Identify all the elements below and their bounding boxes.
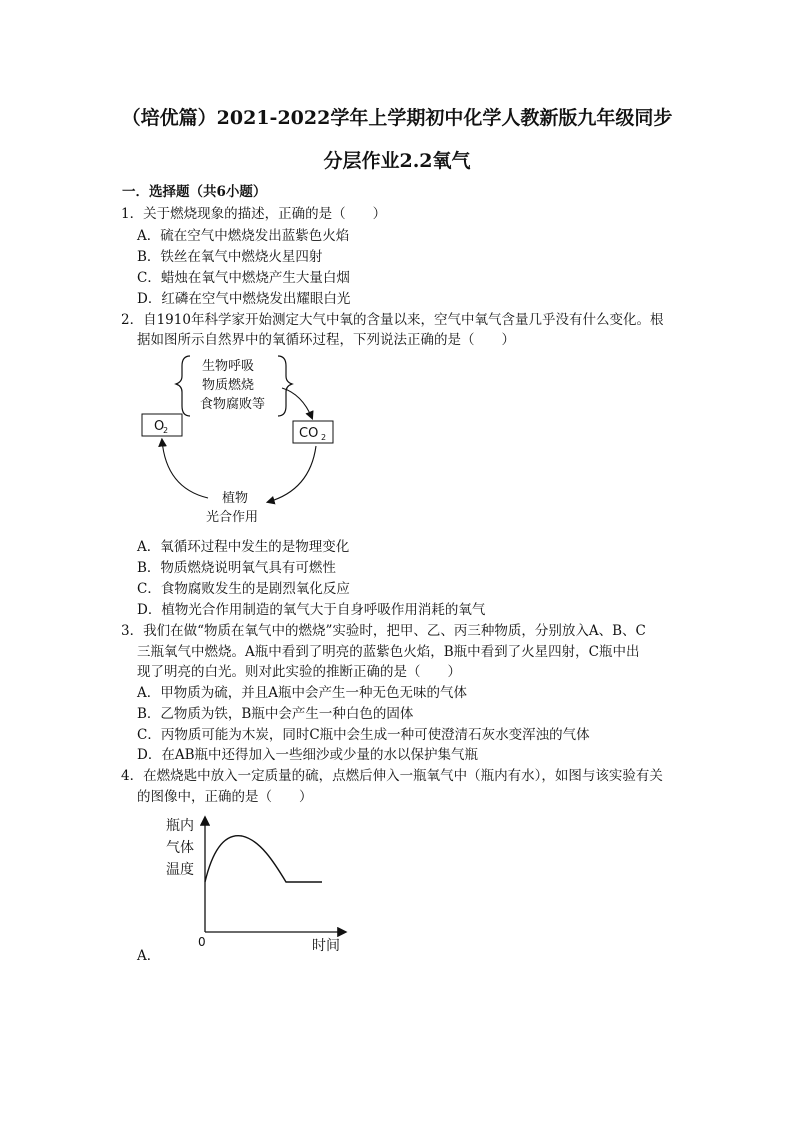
q3-stem-line1: 3．我们在做“物质在氧气中的燃烧”实验时，把甲、乙、丙三种物质，分别放入A、B、C bbox=[121, 623, 646, 639]
q1-option-d: D．红磷在空气中燃烧发出耀眼白光 bbox=[137, 291, 351, 307]
q2-option-d: D．植物光合作用制造的氧气大于自身呼吸作用消耗的氧气 bbox=[137, 602, 486, 618]
arrow-to-o2 bbox=[162, 440, 208, 498]
brace-left bbox=[176, 356, 190, 416]
q4-stem-line2: 的图像中，正确的是（ ） bbox=[137, 789, 313, 805]
co2-label: CO bbox=[299, 426, 319, 441]
x-label: 时间 bbox=[312, 938, 340, 954]
oxygen-cycle-diagram bbox=[130, 348, 350, 528]
temperature-curve bbox=[205, 836, 322, 882]
photosynthesis-label: 光合作用 bbox=[206, 510, 259, 525]
page-title-line2: 分层作业2.2氧气 bbox=[323, 150, 471, 172]
q4-stem-line1: 4．在燃烧匙中放入一定质量的硫，点燃后伸入一瓶氧气中（瓶内有水），如图与该实验有关 bbox=[121, 768, 663, 784]
q3-option-a: A．甲物质为硫，并且A瓶中会产生一种无色无味的气体 bbox=[137, 685, 467, 701]
process-combustion: 物质燃烧 bbox=[202, 378, 255, 393]
o2-label: O bbox=[154, 419, 165, 434]
q3-stem-line3: 现了明亮的白光。则对此实验的推断正确的是（ ） bbox=[137, 664, 461, 680]
temperature-graph-a bbox=[160, 810, 360, 960]
q2-option-a: A．氧循环过程中发生的是物理变化 bbox=[137, 539, 350, 555]
process-decay: 食物腐败等 bbox=[200, 397, 266, 412]
arrow-to-plants bbox=[268, 446, 316, 502]
section-header: 一．选择题（共6小题） bbox=[122, 184, 267, 200]
q3-option-d: D．在AB瓶中还得加入一些细沙或少量的水以保护集气瓶 bbox=[137, 747, 478, 763]
q3-option-c: C．丙物质可能为木炭，同时C瓶中会生成一种可使澄清石灰水变浑浊的气体 bbox=[137, 727, 590, 743]
q1-option-a: A．硫在空气中燃烧发出蓝紫色火焰 bbox=[137, 228, 350, 244]
plants-label: 植物 bbox=[222, 491, 249, 506]
q2-option-c: C．食物腐败发生的是剧烈氧化反应 bbox=[137, 581, 350, 597]
brace-right bbox=[278, 356, 292, 416]
o2-subscript: 2 bbox=[163, 426, 169, 435]
q1-stem: 1．关于燃烧现象的描述，正确的是（ ） bbox=[121, 206, 387, 222]
q4-option-a-label: A． bbox=[137, 948, 161, 964]
q2-option-b: B．物质燃烧说明氧气具有可燃性 bbox=[137, 560, 336, 576]
page-title-line1: （培优篇）2021-2022学年上学期初中化学人教新版九年级同步 bbox=[121, 107, 673, 129]
y-label-line3: 温度 bbox=[166, 862, 194, 878]
y-label-line1: 瓶内 bbox=[166, 818, 194, 834]
q2-stem-line2: 据如图所示自然界中的氧循环过程，下列说法正确的是（ ） bbox=[137, 332, 515, 348]
q2-stem-line1: 2．自1910年科学家开始测定大气中氧的含量以来，空气中氧气含量几乎没有什么变化。根 bbox=[121, 312, 664, 328]
process-respiration: 生物呼吸 bbox=[202, 359, 255, 374]
q1-option-b: B．铁丝在氧气中燃烧火星四射 bbox=[137, 249, 323, 265]
q1-option-c: C．蜡烛在氧气中燃烧产生大量白烟 bbox=[137, 270, 350, 286]
q3-stem-line2: 三瓶氧气中燃烧。A瓶中看到了明亮的蓝紫色火焰，B瓶中看到了火星四射，C瓶中出 bbox=[137, 644, 640, 660]
y-label-line2: 气体 bbox=[166, 840, 194, 856]
co2-subscript: 2 bbox=[321, 433, 327, 442]
origin-label: 0 bbox=[198, 935, 206, 949]
q3-option-b: B．乙物质为铁，B瓶中会产生一种白色的固体 bbox=[137, 706, 414, 722]
